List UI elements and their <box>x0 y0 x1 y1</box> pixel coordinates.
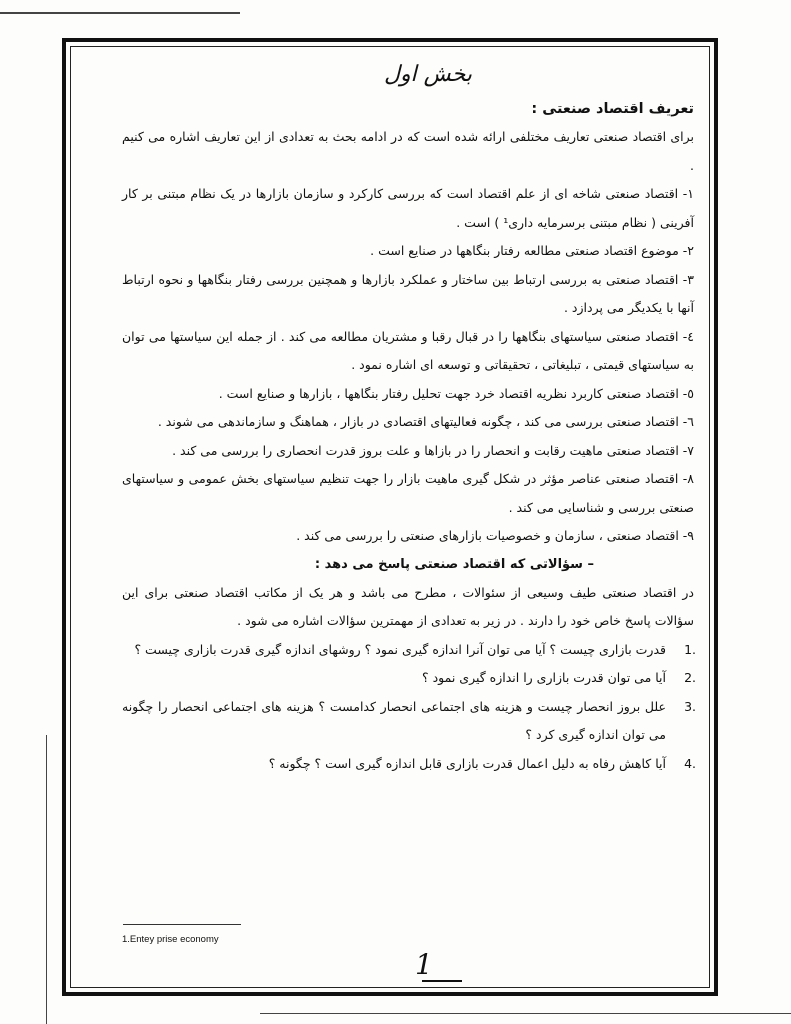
page-number: 1 <box>415 948 433 981</box>
question-text: آیا می توان قدرت بازاری را اندازه گیری نمود ؟ <box>421 670 666 685</box>
chapter-title: بخش اول <box>383 62 473 87</box>
list-item <box>122 636 694 665</box>
question-number: .1 <box>684 641 696 657</box>
question-number: .4 <box>684 755 696 771</box>
definition-8: ۸- اقتصاد صنعتی عناصر مؤثر در شکل گیری ماهیت بازار را جهت تنظیم سیاستهای بخش عمومی و سیاستهای صنعتی بررسی و شناسایی می کند . <box>122 471 694 515</box>
scan-edge-line-left <box>46 735 47 1024</box>
scan-edge-line-bottom <box>260 1013 791 1014</box>
definition-9: ۹- اقتصاد صنعتی ، سازمان و خصوصیات بازارهای صنعتی را بررسی می کند . <box>296 528 694 543</box>
definition-6: ٦- اقتصاد صنعتی بررسی می کند ، چگونه فعالیتهای اقتصادی در بازار ، هماهنگ و سازماندهی می شوند . <box>157 414 694 429</box>
list-item <box>122 664 694 693</box>
question-text: علل بروز انحصار چیست و هزینه های اجتماعی انحصار کدامست ؟ هزینه های اجتماعی انحصار را چگونه می توان اندازه گیری کرد ؟ <box>122 698 666 742</box>
definition-7: ۷- اقتصاد صنعتی ماهیت رقابت و انحصار را در بازاها و علت بروز قدرت انحصاری را بررسی می کند . <box>172 442 694 458</box>
definition-1: ۱- اقتصاد صنعتی شاخه ای از علم اقتصاد است که بررسی کارکرد و سازمان بازارها در یک نظام مبتنی بر کار آفرینی ( نظام مبتنی برسرمایه داری¹ ) است . <box>122 186 694 230</box>
definition-4: ٤- اقتصاد صنعتی سیاستهای بنگاهها را در قبال رقبا و مشتریان مطالعه می کند . از جمله این سیاستها می توان به سیاستهای قیمتی ، تبلیغاتی ، تحقیقاتی و توسعه ای اشاره نمود . <box>122 328 694 372</box>
document-body <box>122 58 694 778</box>
footnote: 1.Entey prise economy <box>122 934 219 945</box>
list-item <box>122 750 694 779</box>
footnote-divider <box>123 924 241 925</box>
list-item <box>122 693 694 750</box>
questions-heading: – سؤالاتی که اقتصاد صنعتی پاسخ می دهد : <box>314 556 594 572</box>
question-text: آیا کاهش رفاه به دلیل اعمال قدرت بازاری قابل اندازه گیری است ؟ چگونه ؟ <box>268 755 666 771</box>
scan-edge-line-top <box>0 12 240 14</box>
definition-2: ۲- موضوع اقتصاد صنعتی مطالعه رفتار بنگاهها در صنایع است . <box>370 243 694 258</box>
definition-5: ٥- اقتصاد صنعتی کاربرد نظریه اقتصاد خرد جهت تحلیل رفتار بنگاهها ، بازارها و صنایع است . <box>218 385 694 401</box>
questions-intro: در اقتصاد صنعتی طیف وسیعی از سئوالات ، مطرح می باشد و هر یک از مکاتب اقتصاد صنعتی برای این سؤالات پاسخ خاص خود را دارند . در زیر به تعدادی از مهمترین سؤالات اشاره می شود . <box>122 584 694 628</box>
question-text: قدرت بازاری چیست ؟ آیا می توان آنرا اندازه گیری نمود ؟ روشهای اندازه گیری قدرت بازاری چیست ؟ <box>134 641 666 657</box>
question-number: .2 <box>684 670 696 685</box>
page-number-underline <box>422 980 462 982</box>
question-number: .3 <box>684 698 696 714</box>
questions-list <box>122 636 694 779</box>
section-heading: تعریف اقتصاد صنعتی : <box>531 101 694 117</box>
definition-3: ۳- اقتصاد صنعتی به بررسی ارتباط بین ساختار و عملکرد بازارها و همچنین بررسی رفتار بنگاهها و نحوه ارتباط آنها با یکدیگر می پردازد . <box>122 271 694 315</box>
intro-paragraph: برای اقتصاد صنعتی تعاریف مختلفی ارائه شده است که در ادامه بحث به تعدادی از این تعاریف اشاره می کنیم . <box>122 129 694 173</box>
